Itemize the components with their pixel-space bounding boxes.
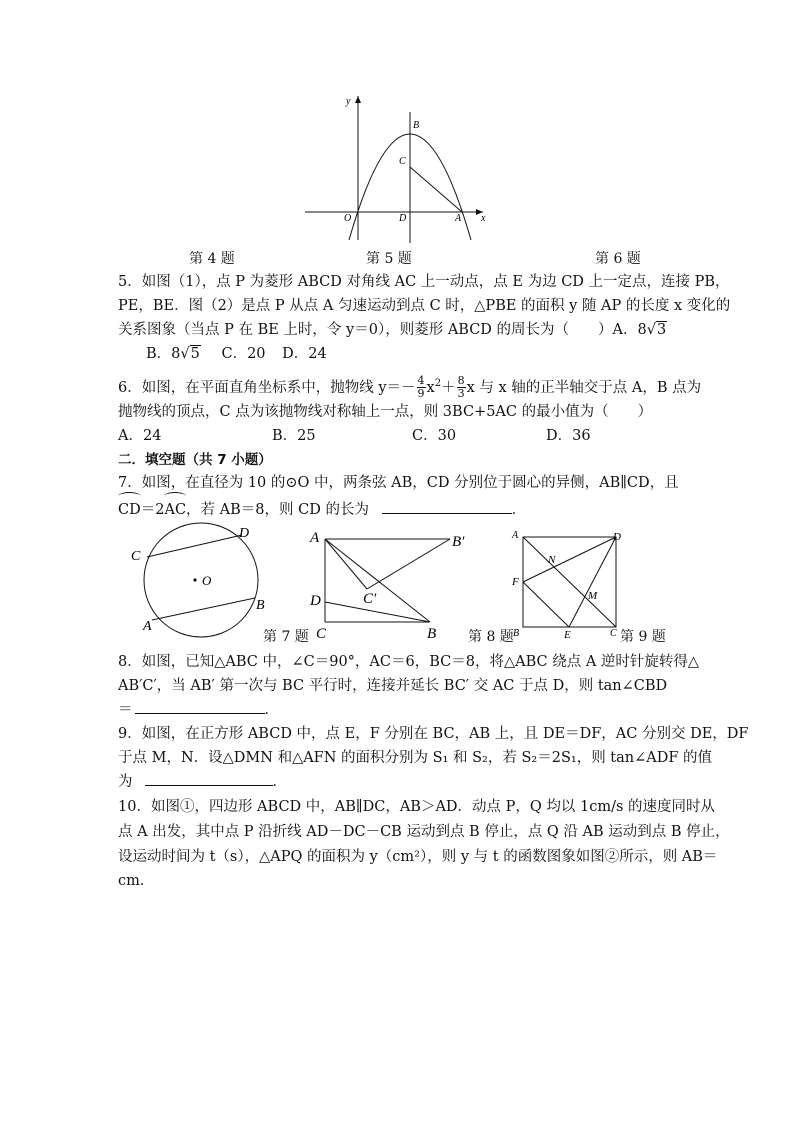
q10-line3: 设运动时间为 t（s），△APQ 的面积为 y（cm²），则 y 与 t 的函数图象如图②所示，则 AB＝: [118, 849, 718, 865]
q6-options: [118, 424, 591, 448]
label-o: O: [344, 213, 352, 224]
caption-q6: 第 6 题: [595, 251, 641, 267]
q6-line2: 抛物线的顶点，C 点为该抛物线对称轴上一点，则 3BC+5AC 的最小值为（ ）: [118, 404, 653, 420]
label-d: D: [399, 213, 407, 224]
caption-q5: 第 5 题: [366, 251, 412, 267]
q5-option-c: C．20: [221, 346, 266, 362]
caption-q4: 第 4 题: [189, 251, 235, 267]
figure-circle: [125, 522, 275, 640]
diagonal-ac: [523, 537, 616, 627]
q9-line2: 于点 M，N．设△DMN 和△AFN 的面积分别为 S₁ 和 S₂，若 S₂＝2S₁，则 tan∠ADF 的值: [118, 750, 713, 766]
q7-line2: [118, 496, 526, 522]
label-b-prime: B′: [452, 534, 465, 550]
q6-plus: ＋: [441, 379, 456, 396]
label-b: B: [427, 626, 437, 642]
arc-cd: CD: [118, 496, 141, 522]
q5-option-b: B．8√5: [146, 346, 200, 362]
label-b: B: [256, 598, 265, 613]
label-e: E: [564, 629, 571, 641]
figure-square: [510, 527, 630, 642]
chord-ab: [152, 598, 255, 620]
label-c-prime: C′: [363, 591, 377, 607]
center-dot: [193, 578, 196, 581]
q5-line3-text: 关系图象（当点 P 在 BE 上时，令 y＝0），则菱形 ABCD 的周长为（ ）A．8: [118, 322, 647, 338]
q6-line1-text: 6．如图，在平面直角坐标系中，抛物线 y＝－: [118, 379, 416, 396]
q5-line1: 5．如图（1），点 P 为菱形 ABCD 对角线 AC 上一动点，点 E 为边 CD 上一定点，连接 PB，: [118, 274, 730, 290]
label-y-axis: y: [346, 96, 351, 107]
label-c: C: [131, 549, 141, 564]
figure-rotation: [305, 528, 475, 643]
q9-line1: 9．如图，在正方形 ABCD 中，点 E，F 分别在 BC，AB 上，且 DE＝DF，AC 分别交 DE，DF: [118, 726, 749, 742]
caption-q9: 第 9 题: [620, 629, 666, 645]
q5-option-d: D．24: [282, 346, 327, 362]
segment-db: [325, 602, 430, 622]
q6-line1: [118, 372, 701, 400]
y-axis-arrow: [355, 96, 361, 103]
q10-line1: 10．如图①，四边形 ABCD 中，AB∥DC，AB＞AD．动点 P，Q 均以 1cm/s 的速度同时从: [118, 799, 716, 815]
q7-end: ．: [511, 502, 527, 518]
label-m: M: [588, 590, 598, 602]
label-a: A: [512, 530, 519, 541]
q5-line4: [146, 342, 327, 366]
q10-line2: 点 A 出发，其中点 P 沿折线 AD－DC－CB 运动到点 B 停止，点 Q 沿 AB 运动到点 B 停止，: [118, 824, 730, 840]
label-f: F: [512, 576, 519, 588]
label-c: C: [610, 628, 617, 639]
q6-option-d: D．36: [546, 428, 591, 444]
label-c: C: [399, 156, 406, 167]
q6-x2: x: [426, 379, 435, 396]
q9-answer-blank[interactable]: [145, 771, 273, 786]
label-d: D: [239, 526, 250, 541]
q8-line2: AB′C′，当 AB′ 第一次与 BC 平行时，连接并延长 BC′ 交 AC 于点 D，则 tan∠CBD: [118, 678, 668, 694]
chord-cd: [147, 535, 242, 557]
q7-eq: ＝2: [140, 502, 165, 518]
label-d: D: [310, 593, 321, 609]
q6-option-b: B．25: [272, 428, 316, 444]
q6-fraction-2: $\frac{8}{3}$: [457, 374, 465, 401]
q7-line2-text: ，若 AB＝8，则 CD 的长为: [186, 502, 369, 518]
q9-end: ．: [272, 774, 287, 790]
segment-fe: [523, 582, 569, 627]
q7-line1: 7．如图，在直径为 10 的⊙O 中，两条弦 AB，CD 分别位于圆心的异侧，AB∥CD，且: [118, 475, 679, 491]
q6-option-c: C．30: [412, 428, 457, 444]
label-d: D: [613, 531, 621, 543]
label-b: B: [513, 628, 520, 639]
caption-q8: 第 8 题: [468, 629, 514, 645]
segment-ac-prime: [325, 539, 367, 589]
label-b: B: [413, 120, 420, 131]
q6-line1-tail: x 与 x 轴的正半轴交于点 A，B 点为: [466, 379, 702, 396]
q5-line2: PE，BE．图（2）是点 P 从点 A 匀速运动到点 C 时，△PBE 的面积 y 随 AP 的长度 x 变化的: [118, 298, 731, 314]
label-c: C: [316, 626, 327, 642]
parabola-graph: [300, 90, 495, 245]
segment-de: [569, 537, 616, 627]
q9-wei: 为: [118, 774, 133, 790]
q9-line3: [118, 770, 287, 794]
q6-option-a: A．24: [118, 428, 162, 444]
arc-ac: AC: [164, 496, 186, 522]
segment-df: [523, 537, 616, 582]
q10-line4: cm．: [118, 873, 155, 889]
q5-sqrt-a: √3: [646, 322, 667, 338]
segment-c-prime-b-prime: [367, 539, 450, 589]
q8-answer-blank[interactable]: [135, 699, 265, 714]
q8-end: ．: [264, 702, 279, 718]
label-o: O: [202, 573, 212, 588]
label-n: N: [548, 554, 556, 566]
q5-line3: [118, 318, 667, 342]
segment-ab: [325, 539, 430, 622]
section-fill-in-blank: 二．填空题（共 7 小题）: [118, 452, 272, 468]
label-a: A: [310, 530, 320, 546]
caption-q7: 第 7 题: [263, 629, 309, 645]
q7-answer-blank[interactable]: [382, 499, 512, 514]
label-a: A: [455, 213, 462, 224]
label-x-axis: x: [481, 213, 486, 224]
label-a: A: [143, 619, 152, 634]
q6-exponent: 2: [434, 378, 442, 389]
q8-line3: [118, 698, 279, 722]
q6-fraction-1: $\frac{4}{9}$: [417, 374, 425, 401]
q8-line1: 8．如图，已知△ABC 中，∠C＝90°，AC＝6，BC＝8，将△ABC 绕点 A 逆时针旋转得△: [118, 654, 700, 670]
q8-eq: ＝: [118, 702, 133, 718]
